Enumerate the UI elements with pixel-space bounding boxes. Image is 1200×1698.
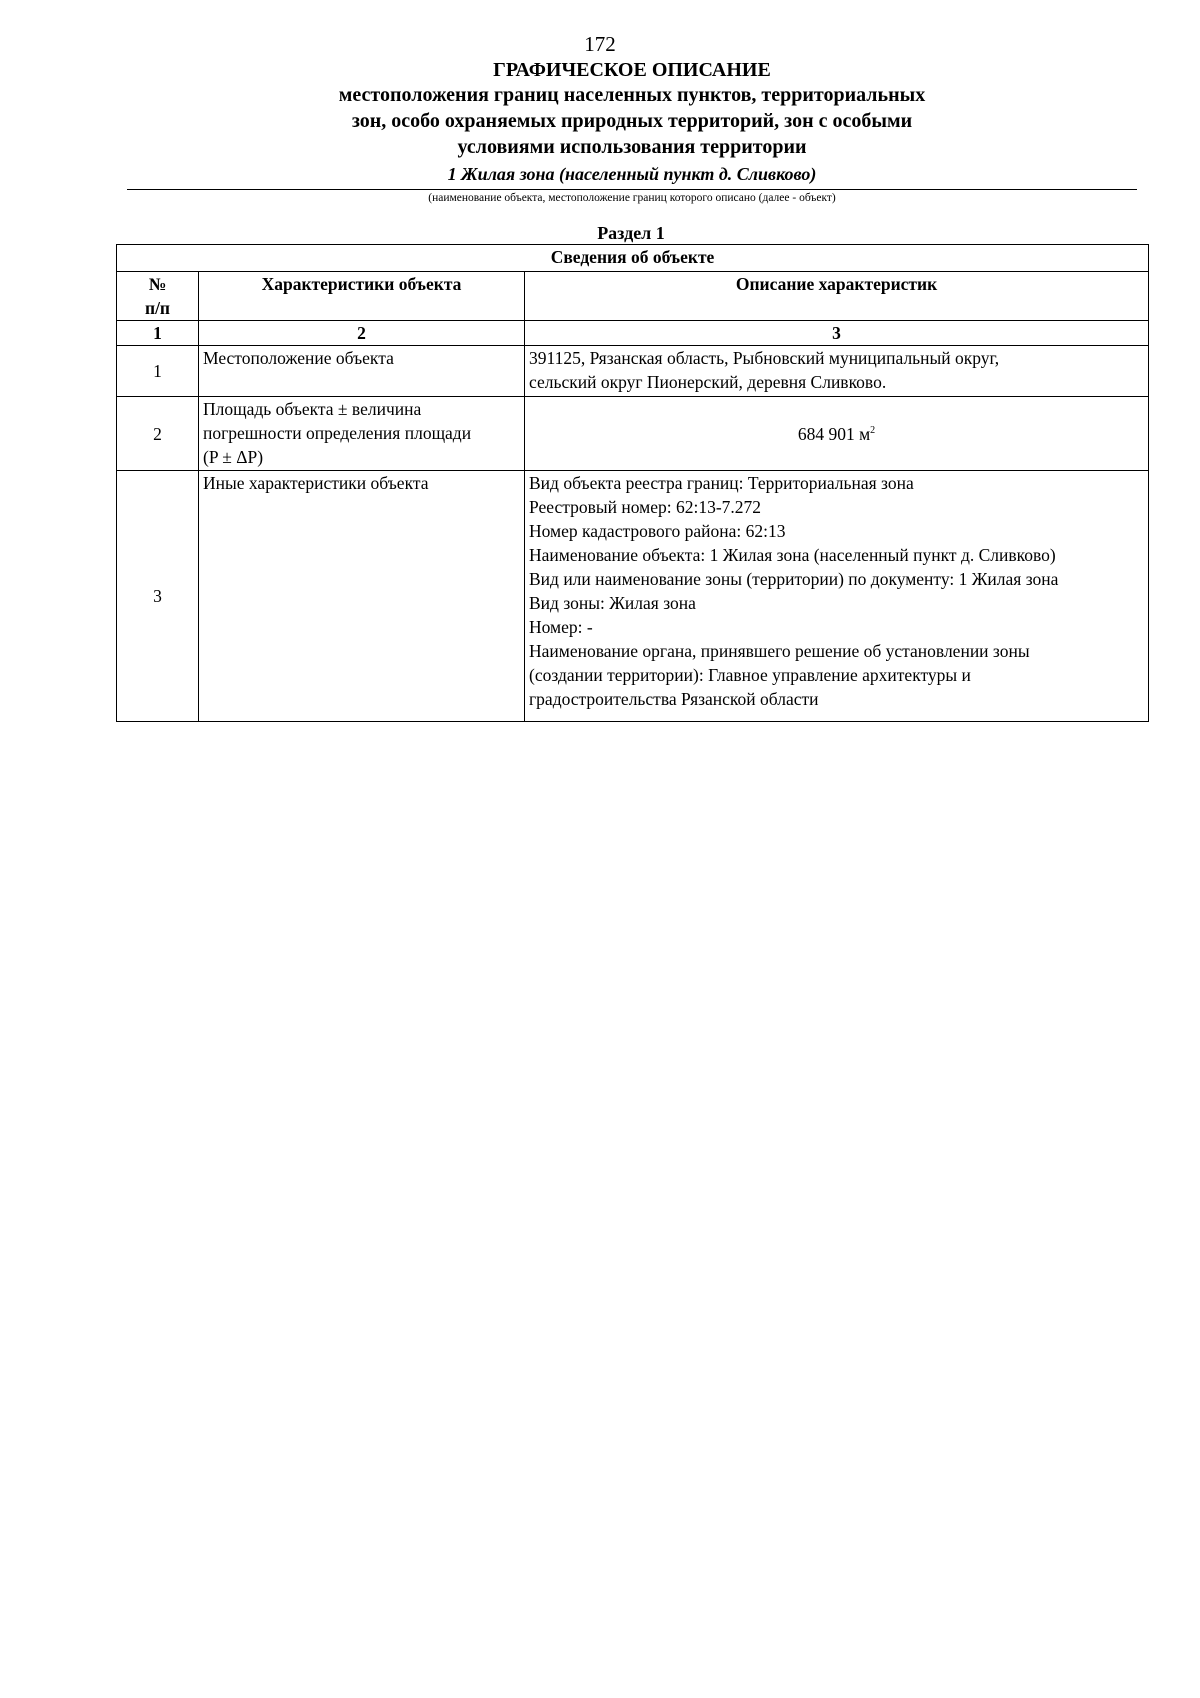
header-characteristics: Характеристики объекта [199,272,525,321]
row-description [525,471,1149,722]
document-title: ГРАФИЧЕСКОЕ ОПИСАНИЕ [493,59,771,81]
column-number-3: 3 [525,321,1149,346]
table-column-numbers-row [117,321,1149,346]
header-number-line: п/п [144,298,171,318]
description-line: Вид зоны: Жилая зона [529,593,696,613]
row-characteristic [199,397,525,471]
table-caption-row [117,245,1149,272]
row-number: 3 [117,471,199,722]
object-name-note: (наименование объекта, местоположение границ которого описано (далее - объект) [428,192,836,204]
table-header-row [117,272,1149,321]
object-name-underline [127,189,1137,190]
characteristic-line: погрешности определения площади [203,423,472,443]
area-value-cell [525,397,1149,471]
row-description [525,346,1149,397]
document-subtitle-line-2: зон, особо охраняемых природных территорий, зон с особыми [351,110,913,132]
area-unit-power: 2 [870,424,876,436]
description-line: Номер кадастрового района: 62:13 [529,521,786,541]
description-line: 391125, Рязанская область, Рыбновский муниципальный округ, [529,348,1000,368]
page-number: 172 [584,32,616,56]
row-characteristic: Местоположение объекта [199,346,525,397]
document-title-block [127,58,1137,186]
description-line: Наименование объекта: 1 Жилая зона (населенный пункт д. Сливково) [529,545,1056,565]
description-line: сельский округ Пионерский, деревня Сливково. [529,372,887,392]
description-line: Реестровый номер: 62:13-7.272 [529,497,762,517]
area-value: 684 901 м [797,423,871,444]
object-name: 1 Жилая зона (населенный пункт д. Сливково) [447,164,817,184]
description-line: градостроительства Рязанской области [529,689,819,709]
description-line: Вид объекта реестра границ: Территориальная зона [529,473,914,493]
column-number-2: 2 [199,321,525,346]
table-row [117,397,1149,471]
column-number-1: 1 [117,321,199,346]
header-number-label [121,272,194,320]
document-subtitle-line-3: условиями использования территории [457,136,807,158]
header-number-line: № [148,274,167,294]
header-description: Описание характеристик [525,272,1149,321]
characteristic-line: Площадь объекта ± величина [203,399,422,419]
description-line: Вид или наименование зоны (территории) по документу: 1 Жилая зона [529,569,1059,589]
description-line: Наименование органа, принявшего решение об установлении зоны [529,641,1030,661]
section-label: Раздел 1 [597,223,665,243]
object-info-table [116,244,1149,722]
row-number: 1 [117,346,199,397]
table-caption: Сведения об объекте [117,245,1149,272]
description-line: (создании территории): Главное управление архитектуры и [529,665,971,685]
table-row [117,471,1149,722]
row-number: 2 [117,397,199,471]
characteristic-line: (P ± ΔP) [203,447,264,467]
header-number [117,272,199,321]
row-characteristic: Иные характеристики объекта [199,471,525,722]
document-subtitle-line-1: местоположения границ населенных пунктов, территориальных [338,84,926,106]
table-row [117,346,1149,397]
description-line: Номер: - [529,617,593,637]
